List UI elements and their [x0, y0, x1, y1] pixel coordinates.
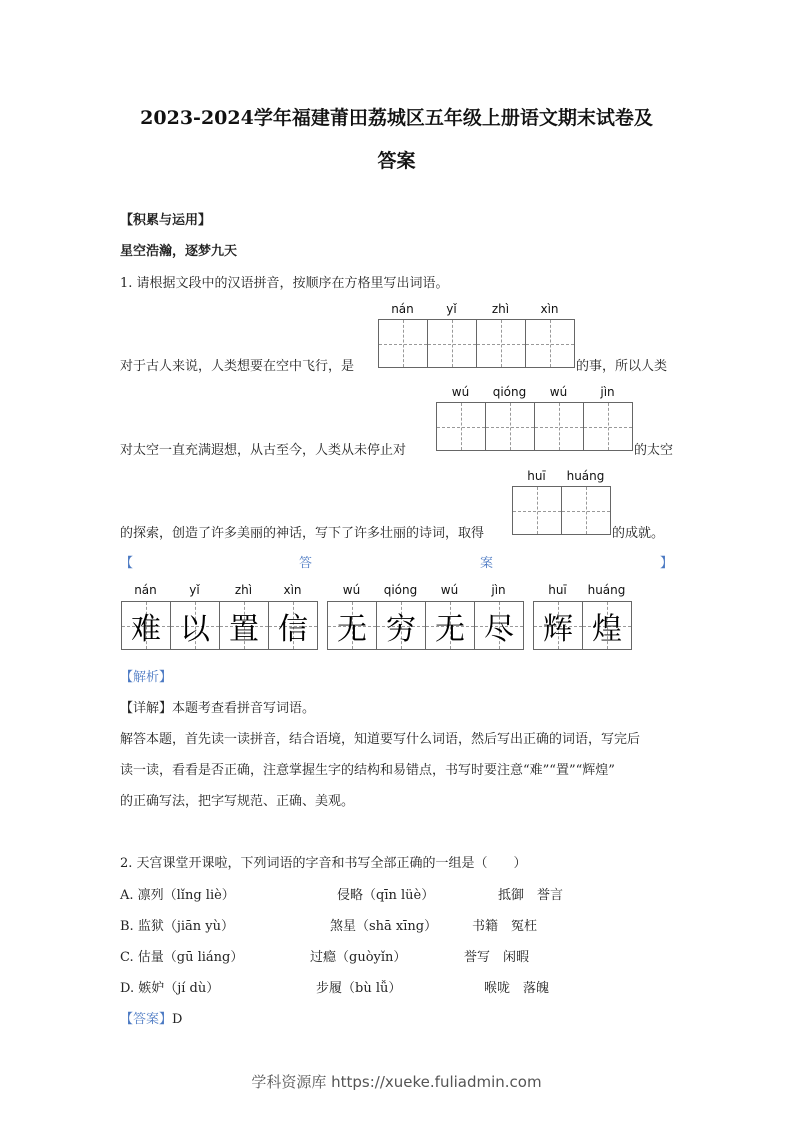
pinyin: wú: [440, 583, 459, 597]
answer-bracket-close: 】: [660, 556, 674, 571]
option-b-2: 煞星（shā xīng）: [330, 919, 438, 934]
answer-grid-2: [327, 601, 524, 650]
pinyin: huī: [527, 469, 546, 483]
answer-char: 无: [337, 611, 367, 647]
answer-char: 无: [435, 611, 465, 647]
pinyin: jìn: [491, 583, 506, 597]
q1-text-line1-after: 的事，所以人类: [576, 359, 668, 374]
answer-char: 穷: [386, 611, 416, 647]
q1-text-line2-before: 对太空一直充满遐想，从古至今，人类从未停止对: [120, 443, 407, 458]
pinyin: qióng: [492, 385, 527, 399]
pinyin: wú: [342, 583, 361, 597]
answer-cell: [377, 601, 426, 650]
answer-cell: [220, 601, 269, 650]
answer-char: 辉: [543, 611, 573, 647]
section-heading: 【积累与运用】: [120, 213, 212, 228]
answer-cell: [426, 601, 475, 650]
q1-text-line3-after: 的成就。: [612, 526, 665, 541]
writing-grid-2[interactable]: [436, 402, 633, 451]
answer-char: 信: [278, 611, 308, 647]
pinyin: huáng: [587, 583, 626, 597]
pinyin: wú: [549, 385, 568, 399]
q1-text-line3-before: 的探索，创造了许多美丽的神话，写下了许多壮丽的诗词，取得: [120, 526, 485, 541]
grid-cell[interactable]: [428, 319, 477, 368]
answer-cell: [534, 601, 583, 650]
answer-grid-1: [121, 601, 318, 650]
answer-char: 煌: [592, 611, 622, 647]
answer-char: 难: [131, 611, 161, 647]
pinyin: zhì: [491, 302, 510, 316]
pinyin: huáng: [566, 469, 605, 483]
grid-cell[interactable]: [477, 319, 526, 368]
analysis-label: 【解析】: [120, 670, 173, 685]
pinyin: yǐ: [446, 302, 457, 316]
option-c-3: 誉写 闲暇: [464, 950, 530, 965]
pinyin: wú: [451, 385, 470, 399]
option-d-1: D. 嫉妒（jí dù）: [120, 981, 220, 996]
option-c-2: 过瘾（guòyǐn）: [310, 950, 407, 965]
explain-line1: 解答本题，首先读一读拼音，结合语境，知道要写什么词语，然后写出正确的词语，写完后: [120, 732, 641, 747]
writing-grid-1[interactable]: [378, 319, 575, 368]
option-a-1: A. 凛列（lǐng liè）: [120, 888, 235, 903]
subsection-heading: 星空浩瀚，逐梦九天: [120, 244, 238, 259]
grid-cell[interactable]: [584, 402, 633, 451]
writing-grid-3[interactable]: [512, 486, 611, 535]
answer-label-char: 答: [299, 556, 313, 571]
answer-cell: [328, 601, 377, 650]
q1-text-line2-after: 的太空: [634, 443, 674, 458]
answer-label-char: 案: [480, 556, 494, 571]
explain-line2: 读一读，看看是否正确，注意掌握生字的结构和易错点，书写时要注意“难”“置”“辉煌”: [120, 763, 615, 778]
answer-cell: [269, 601, 318, 650]
option-a-3: 抵御 誉言: [498, 888, 564, 903]
option-b-3: 书籍 冤枉: [472, 919, 538, 934]
page-title: 2023-2024学年福建莆田荔城区五年级上册语文期末试卷及: [140, 107, 653, 129]
answer-cell: [171, 601, 220, 650]
option-d-3: 喉咙 落魄: [484, 981, 550, 996]
answer-grid-3: [533, 601, 632, 650]
q1-prompt: 1. 请根据文段中的汉语拼音，按顺序在方格里写出词语。: [120, 276, 449, 291]
answer-value: D: [172, 1012, 183, 1027]
option-d-2: 步履（bù lǚ）: [316, 981, 402, 996]
pinyin: xìn: [283, 583, 302, 597]
detail-text: 【详解】本题考查看拼音写词语。: [120, 701, 316, 716]
pinyin: nán: [391, 302, 414, 316]
answer-cell: [122, 601, 171, 650]
q2-prompt: 2. 天宫课堂开课啦，下列词语的字音和书写全部正确的一组是（ ）: [120, 856, 527, 871]
grid-cell[interactable]: [535, 402, 584, 451]
answer-cell: [475, 601, 524, 650]
grid-cell[interactable]: [513, 486, 562, 535]
answer-char: 尽: [484, 611, 514, 647]
pinyin: nán: [134, 583, 157, 597]
pinyin: zhì: [234, 583, 253, 597]
grid-cell[interactable]: [437, 402, 486, 451]
pinyin: jìn: [600, 385, 615, 399]
pinyin: yǐ: [189, 583, 200, 597]
pinyin: xìn: [540, 302, 559, 316]
answer-char: 以: [180, 611, 210, 647]
grid-cell[interactable]: [562, 486, 611, 535]
grid-cell[interactable]: [379, 319, 428, 368]
option-a-2: 侵略（qīn lüè）: [337, 888, 435, 903]
option-b-1: B. 监狱（jiān yù）: [120, 919, 234, 934]
grid-cell[interactable]: [486, 402, 535, 451]
option-c-1: C. 估量（gū liáng）: [120, 950, 244, 965]
answer-char: 置: [229, 611, 259, 647]
explain-line3: 的正确写法，把字写规范、正确、美观。: [120, 794, 355, 809]
grid-cell[interactable]: [526, 319, 575, 368]
answer-label: 【答案】: [120, 1012, 173, 1027]
answer-cell: [583, 601, 632, 650]
answer-bracket-open: 【: [120, 556, 134, 571]
q1-text-line1-before: 对于古人来说，人类想要在空中飞行，是: [120, 359, 355, 374]
pinyin: huī: [548, 583, 567, 597]
footer-link[interactable]: 学科资源库 https://xueke.fuliadmin.com: [251, 1073, 542, 1091]
pinyin: qióng: [383, 583, 418, 597]
page-title-line2: 答案: [377, 150, 416, 172]
